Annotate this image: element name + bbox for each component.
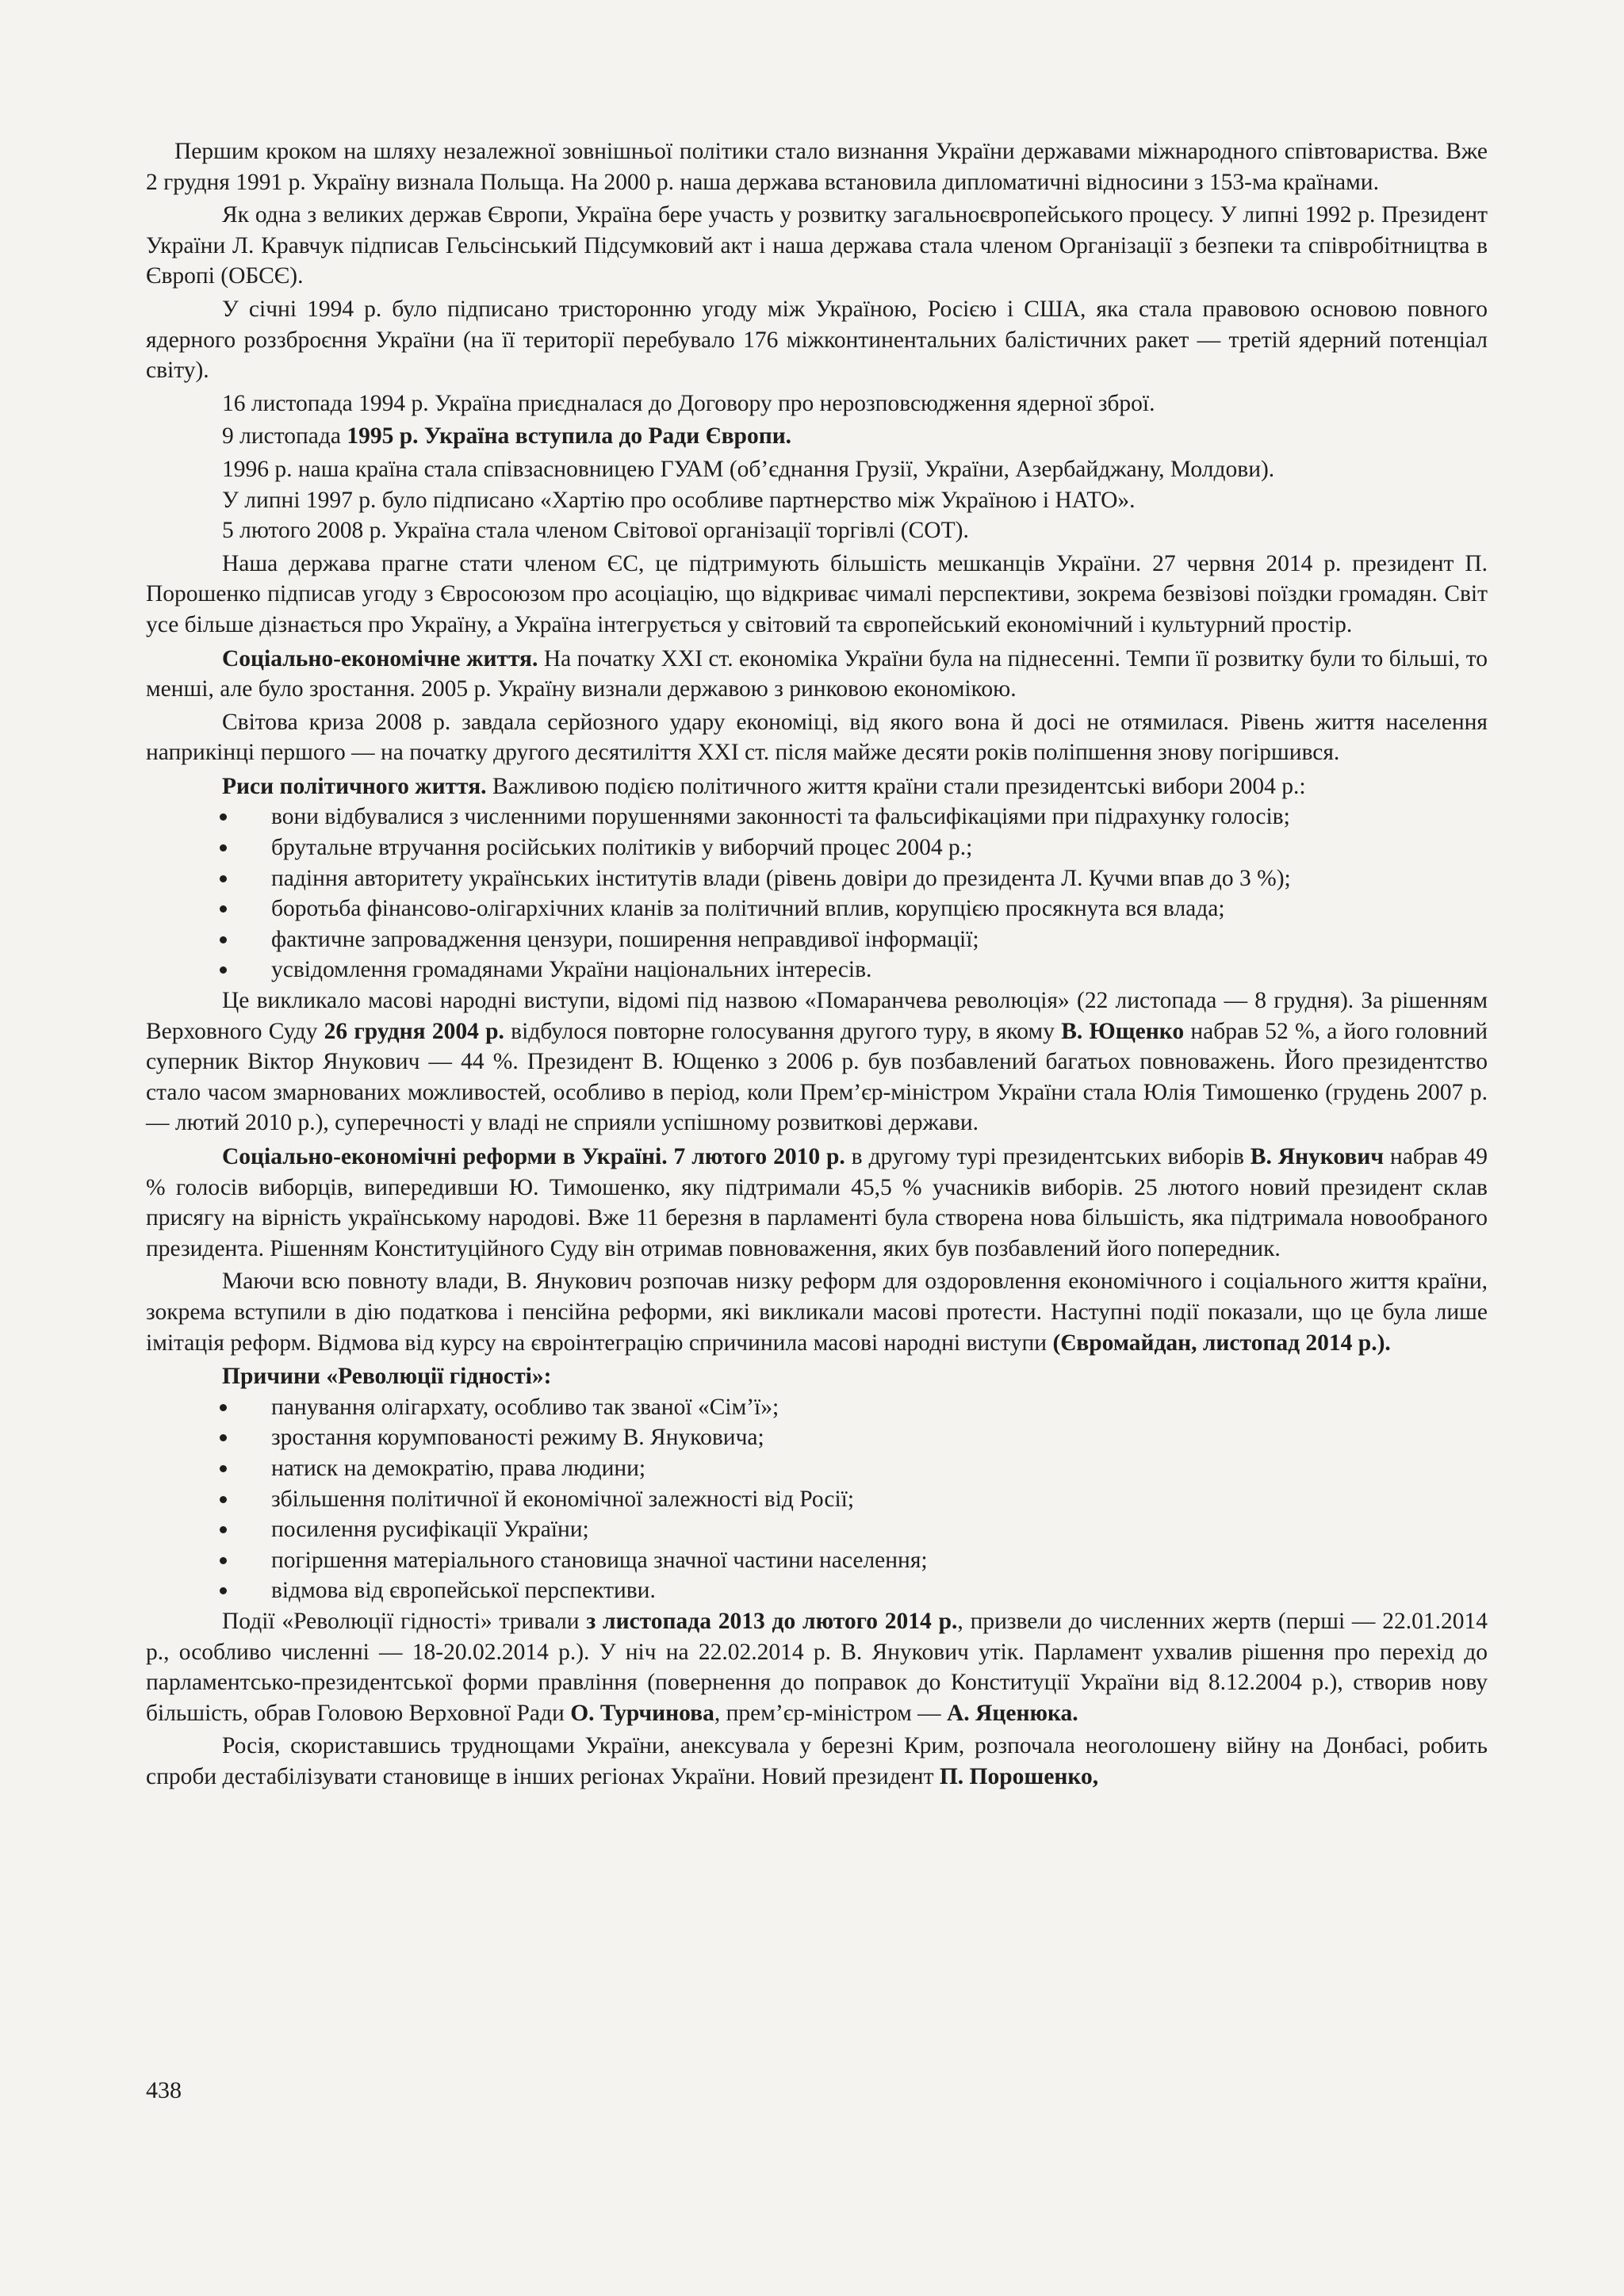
- political-features-list: [146, 802, 1488, 985]
- list-item: усвідомлення громадянами України національних інтересів.: [146, 955, 1488, 985]
- list-item: натиск на демократію, права людини;: [146, 1453, 1488, 1484]
- list-item: відмова від європейської перспективи.: [146, 1575, 1488, 1606]
- paragraph-recognition: Першим кроком на шляху незалежної зовнішньої політики стало визнання України державами міжнародного співтовариства. Вже 2 грудня 1991 р. Україну визнала Польща. На 2000 р. наша держава встановила дипломатичні відносини з 153-ма країнами.: [146, 139, 1488, 195]
- list-item: погіршення матеріального становища значної частини населення;: [146, 1545, 1488, 1576]
- bullet-icon: [220, 875, 227, 882]
- paragraph-nuclear-agreement: У січні 1994 р. було підписано тристоронню угоду між Україною, Росією і США, яка стала правовою основою повного ядерного роззброєння України (на її території перебувало 176 міжконтинентальних балістичних ракет — третій ядерний потенціал світу).: [146, 296, 1488, 384]
- paragraph-euromaidan: Маючи всю повноту влади, В. Янукович розпочав низку реформ для оздоровлення економічного і соціального життя країни, зокрема вступили в дію податкова і пенсійна реформи, які викликали масові протести. Наступні події показали, що це була лише імітація реформ. Відмова від курсу на євроінтеграцію спричинила масові народні виступи (Євромайдан, листопад 2014 р.).: [146, 1269, 1488, 1356]
- list-item: панування олігархату, особливо так званої «Сім’ї»;: [146, 1392, 1488, 1423]
- list-item: зростання корумпованості режиму В. Януковича;: [146, 1422, 1488, 1453]
- paragraph-npt: 16 листопада 1994 р. Україна приєдналася до Договору про нерозповсюдження ядерної зброї.: [222, 390, 1155, 416]
- paragraph-wto: 5 лютого 2008 р. Україна стала членом Світової організації торгівлі (СОТ).: [222, 518, 969, 544]
- paragraph-eu: Наша держава прагне стати членом ЄС, це підтримують більшість мешканців України. 27 червня 2014 р. президент П. Порошенко підписав угоду з Євросоюзом про асоціацію, що відкриває чималі перспективи, зокрема безвізові поїздки громадян. Світ усе більше дізнається про Україну, а Україна інтегрується у світовий та європейський економічний і культурний простір.: [146, 550, 1488, 637]
- bullet-icon: [220, 1496, 227, 1503]
- paragraph-causes-heading: [146, 1361, 1488, 1392]
- body-text: [146, 136, 1488, 1792]
- page-number: 438: [146, 2077, 182, 2103]
- list-item: фактичне запровадження цензури, поширення неправдивої інформації;: [146, 924, 1488, 955]
- bullet-icon: [220, 1587, 227, 1594]
- bullet-icon: [220, 1404, 227, 1411]
- list-item: збільшення політичної й економічної залежності від Росії;: [146, 1484, 1488, 1515]
- list-item: падіння авторитету українських інститутів влади (рівень довіри до президента Л. Кучми впав до 3 %);: [146, 863, 1488, 894]
- paragraph-political-life: Риси політичного життя. Важливою подією політичного життя країни стали президентські вибори 2004 р.:: [222, 773, 1306, 799]
- list-item: боротьба фінансово-олігархічних кланів за політичний вплив, корупцією просякнута вся влада;: [146, 894, 1488, 924]
- bullet-icon: [220, 936, 227, 943]
- section-heading: Соціально-економічні реформи в Україні. 7 лютого 2010 р.: [222, 1144, 845, 1169]
- paragraph-orange-revolution: Це викликало масові народні виступи, відомі під назвою «Помаранчева революція» (22 листопада — 8 грудня). За рішенням Верховного Суду 26 грудня 2004 р. відбулося повторне голосування другого туру, в якому В. Ющенко набрав 52 %, а його головний суперник Віктор Янукович — 44 %. Президент В. Ющенко з 2006 р. був позбавлений багатьох повноважень. Його президентство стало часом змарнованих можливостей, особливо в період, коли Прем’єр-міністром України стала Юлія Тимошенко (грудень 2007 р. — лютий 2010 р.), суперечності у владі не сприяли успішному розвиткові держави.: [146, 988, 1488, 1136]
- paragraph-council-of-europe: 9 листопада 1995 р. Україна вступила до Ради Європи.: [222, 423, 792, 450]
- list-item: брутальне втручання російських політиків у виборчий процес 2004 р.;: [146, 832, 1488, 863]
- paragraph-osce: Як одна з великих держав Європи, Україна бере участь у розвитку загальноєвропейського процесу. У липні 1992 р. Президент України Л. Кравчук підписав Гельсінський Підсумковий акт і наша держава стала членом Організації з безпеки та співробітництва в Європі (ОБСЄ).: [146, 202, 1488, 289]
- bullet-icon: [220, 1465, 227, 1472]
- bullet-icon: [220, 1434, 227, 1441]
- paragraph-nato-charter: У липні 1997 р. було підписано «Хартію про особливе партнерство між Україною і НАТО».: [222, 487, 1136, 513]
- paragraph-revolution-events: Події «Революції гідності» тривали з листопада 2013 до лютого 2014 р., призвели до численних жертв (перші — 22.01.2014 р., особливо численні — 18-20.02.2014 р.). У ніч на 22.02.2014 р. В. Янукович утік. Парламент ухвалив рішення про перехід до парламентсько-президентської форми правління (повернення до поправок до Конституції України від 8.12.2004 р.), створив нову більшість, обрав Головою Верховної Ради О. Турчинова, прем’єр-міністром — А. Яценюка.: [146, 1608, 1488, 1726]
- section-heading: Риси політичного життя.: [222, 773, 487, 799]
- list-item: посилення русифікації України;: [146, 1514, 1488, 1545]
- list-item: вони відбувалися з численними порушеннями законності та фальсифікаціями при підрахунку голосів;: [146, 802, 1488, 832]
- bullet-icon: [220, 1557, 227, 1564]
- paragraph-socio-economic-life: Соціально-економічне життя. На початку XXI ст. економіка України була на піднесенні. Темпи її розвитку були то більші, то менші, але було зростання. 2005 р. Україну визнали державою з ринковою економікою.: [146, 645, 1488, 702]
- bullet-icon: [220, 813, 227, 821]
- section-heading: Причини «Революції гідності»:: [222, 1364, 552, 1390]
- bullet-icon: [220, 844, 227, 851]
- bullet-icon: [220, 905, 227, 913]
- section-heading: Соціально-економічне життя.: [222, 645, 538, 672]
- paragraph-guam: 1996 р. наша країна стала співзасновницею ГУАМ (об’єднання Грузії, України, Азербайджану, Молдови).: [222, 456, 1275, 482]
- bullet-icon: [220, 1526, 227, 1533]
- paragraph-russia-aggression: Росія, скориставшись труднощами України, анексувала у березні Крим, розпочала неоголошену війну на Донбасі, робить спроби дестабілізувати становище в інших регіонах України. Новий президент П. Порошенко,: [146, 1733, 1488, 1789]
- paragraph-crisis: Світова криза 2008 р. завдала серйозного удару економіці, від якого вона й досі не отямилася. Рівень життя населення наприкінці першого — на початку другого десятиліття XXI ст. після майже десяти років поліпшення знову погіршився.: [146, 709, 1488, 766]
- paragraph-reforms: Соціально-економічні реформи в Україні. 7 лютого 2010 р. в другому турі президентських виборів В. Янукович набрав 49 % голосів виборців, випередивши Ю. Тимошенко, яку підтримали 45,5 % учасників виборів. 25 лютого новий президент склав присягу на вірність українському народові. Вже 11 березня в парламенті була створена нова більшість, яка підтримала новообраного президента. Рішенням Конституційного Суду він отримав повноваження, яких був позбавлений його попередник.: [146, 1144, 1488, 1261]
- revolution-causes-list: [146, 1392, 1488, 1606]
- bullet-icon: [220, 966, 227, 974]
